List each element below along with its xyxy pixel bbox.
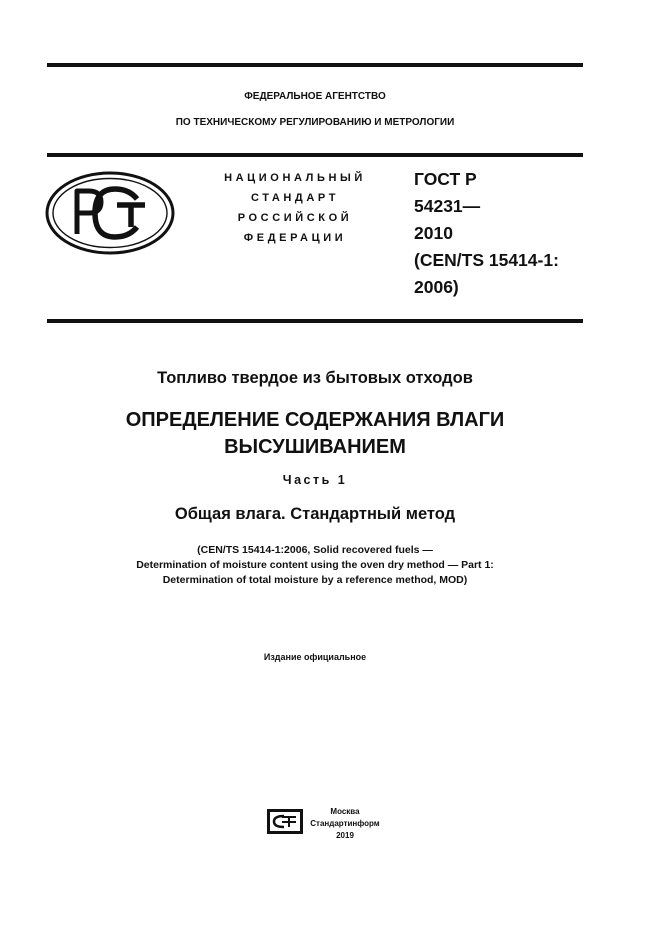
gost-designation-line-3: 2010 <box>414 223 453 243</box>
header-rule <box>47 153 583 157</box>
main-title-line-1: ОПРЕДЕЛЕНИЕ СОДЕРЖАНИЯ ВЛАГИ <box>125 409 505 431</box>
standard-type-line-4: ФЕДЕРАЦИИ <box>243 232 347 244</box>
part-title: Общая влага. Стандартный метод <box>174 505 456 523</box>
part-number: Часть 1 <box>282 473 348 487</box>
standard-type-line-1: НАЦИОНАЛЬНЫЙ <box>224 172 366 184</box>
gost-designation-line-2: 54231— <box>414 196 481 216</box>
top-rule <box>47 63 583 67</box>
designation-rule <box>47 319 583 323</box>
publisher-city: Москва <box>330 807 360 816</box>
publisher-year: 2019 <box>336 831 354 840</box>
edition-label: Издание официальное <box>263 652 367 662</box>
publisher-name: Стандартинформ <box>310 819 380 828</box>
gost-designation-line-4: (CEN/TS 15414-1: <box>414 250 559 270</box>
source-line-2: Determination of moisture content using the oven dry method — Part 1: <box>136 559 494 571</box>
source-line-3: Determination of total moisture by a reference method, MOD) <box>162 574 468 586</box>
subject-title: Топливо твердое из бытовых отходов <box>157 369 473 387</box>
standard-type-line-2: СТАНДАРТ <box>250 192 340 204</box>
agency-line-2: ПО ТЕХНИЧЕСКОМУ РЕГУЛИРОВАНИЮ И МЕТРОЛОГИИ <box>175 117 455 128</box>
standartinform-logo-icon <box>266 808 304 835</box>
pct-logo-icon <box>45 171 175 255</box>
gost-designation-line-5: 2006) <box>414 277 459 297</box>
standard-type-line-3: РОССИЙСКОЙ <box>237 212 353 224</box>
agency-line-1: ФЕДЕРАЛЬНОЕ АГЕНТСТВО <box>244 91 386 102</box>
main-title-line-2: ВЫСУШИВАНИЕМ <box>224 436 406 458</box>
source-line-1: (CEN/TS 15414-1:2006, Solid recovered fuels — <box>197 544 433 556</box>
gost-designation-line-1: ГОСТ Р <box>414 169 477 189</box>
